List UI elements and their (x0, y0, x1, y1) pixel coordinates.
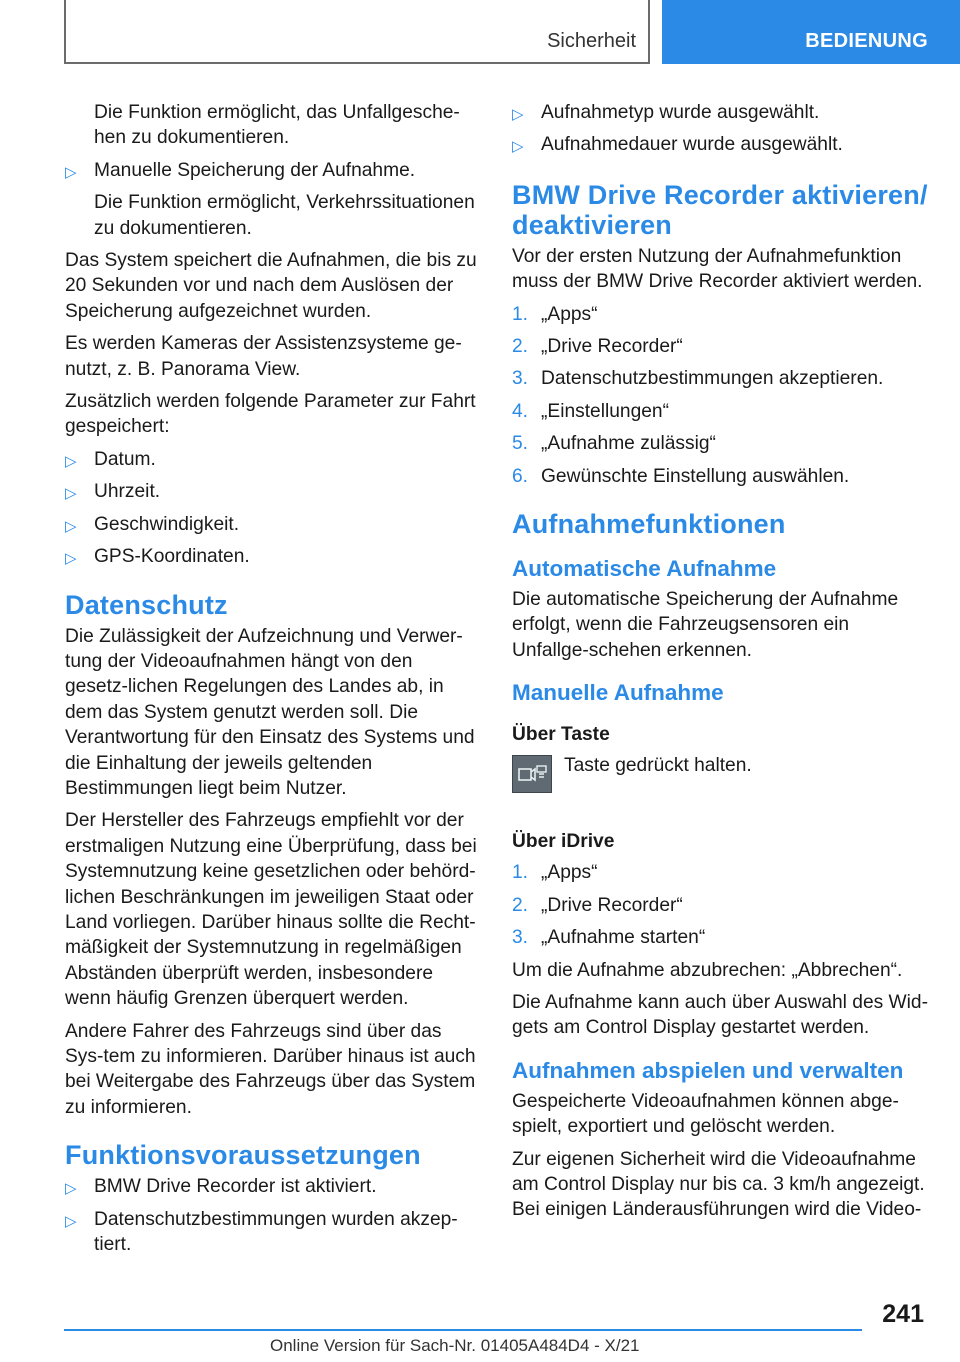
paragraph: Die Funktion ermöglicht, das Unfallgesche-hen zu dokumentieren. (94, 102, 460, 149)
bullet-triangle-icon: ▷ (65, 1180, 77, 1198)
list-item: 2. „Drive Recorder“ (512, 334, 930, 359)
list-item: ▷ BMW Drive Recorder ist aktiviert. (65, 1174, 480, 1199)
list-item: ▷ Aufnahmedauer wurde ausgewählt. (512, 132, 930, 157)
heading-aufnahmen-abspielen: Aufnahmen abspielen und verwalten (512, 1057, 904, 1083)
list-item: 4. „Einstellungen“ (512, 399, 930, 424)
list-item: 1. „Apps“ (512, 860, 930, 885)
heading-automatische-aufnahme: Automatische Aufnahme (512, 556, 777, 582)
paragraph: Die Aufnahme kann auch über Auswahl des Wid-gets am Control Display gestartet werden. (512, 991, 928, 1039)
list-item: 3. „Aufnahme starten“ (512, 925, 930, 950)
heading-datenschutz: Datenschutz (65, 589, 228, 620)
list-item: ▷ Datum. (65, 447, 480, 472)
key-row (512, 753, 930, 813)
paragraph: Andere Fahrer des Fahrzeugs sind über das Sys-tem zu informieren. Darüber hinaus ist auch bei Weitergabe des Fahrzeugs über das System zu informieren. (65, 1020, 476, 1118)
paragraph: Der Hersteller des Fahrzeugs empfiehlt vor der erstmaligen Nutzung eine Überprüfung, dass bei Systemnutzung keine gesetzlichen oder behörd-lichen Beschränkungen im jeweiligen Staat oder Land vorliegen. Darüber hinaus sollte die Recht-mäßigkeit der Systemnutzung in regelmäßigen Abständen überprüft werden, insbesondere wenn häufig Grenzen überquert werden. (65, 810, 477, 1010)
heading-ueber-taste: Über Taste (512, 724, 610, 746)
list-item: 2. „Drive Recorder“ (512, 893, 930, 918)
list-item: ▷ Manuelle Speicherung der Aufnahme. (65, 158, 480, 183)
left-column (65, 100, 480, 1264)
paragraph: Um die Aufnahme abzubrechen: „Abbrechen“. (512, 959, 903, 981)
step-number: 2. (512, 894, 529, 916)
step-number: 5. (512, 433, 529, 455)
heading-aufnahmefunktionen: Aufnahmefunktionen (512, 509, 786, 540)
drive-recorder-key-icon (512, 755, 552, 793)
bullet-triangle-icon: ▷ (65, 452, 77, 470)
heading-funktionsvoraussetzungen: Funktionsvoraussetzungen (65, 1140, 421, 1171)
bullet-triangle-icon: ▷ (65, 517, 77, 535)
heading-ueber-idrive: Über iDrive (512, 831, 615, 853)
bullet-triangle-icon: ▷ (512, 138, 524, 156)
paragraph: Die Funktion ermöglicht, Verkehrssituationen zu dokumentieren. (94, 192, 475, 239)
list-item: ▷ Aufnahmetyp wurde ausgewählt. (512, 100, 930, 125)
right-column (512, 100, 930, 1230)
step-number: 1. (512, 862, 529, 884)
paragraph: Vor der ersten Nutzung der Aufnahmefunktion muss der BMW Drive Recorder aktiviert werden. (512, 245, 923, 293)
list-item: ▷ GPS-Koordinaten. (65, 544, 480, 569)
header-left-rule (64, 0, 66, 64)
header-tab-label: BEDIENUNG (805, 30, 928, 52)
bullet-triangle-icon: ▷ (65, 1212, 77, 1230)
list-item: ▷ Uhrzeit. (65, 479, 480, 504)
paragraph: Zur eigenen Sicherheit wird die Videoaufnahme am Control Display nur bis ca. 3 km/h angezeigt. Bei einigen Länderausführungen wird die Video- (512, 1148, 925, 1221)
list-item: 6. Gewünschte Einstellung auswählen. (512, 464, 930, 489)
paragraph: Es werden Kameras der Assistenzsysteme ge-nutzt, z. B. Panorama View. (65, 333, 462, 380)
list-item: 1. „Apps“ (512, 302, 930, 327)
paragraph: Die Zulässigkeit der Aufzeichnung und Verwer-tung der Videoaufnahmen hängt von den gesetz-lichen Regelungen des Landes ab, in dem das System genutzt werden soll. Die Verantwortung für den Einsatz des Systems und die Einhaltung der jeweils geltenden Bestimmungen liegt beim Nutzer. (65, 625, 475, 799)
step-number: 6. (512, 465, 529, 487)
list-item: ▷ Geschwindigkeit. (65, 512, 480, 537)
list-item: ▷ Datenschutzbestimmungen wurden akzep-tiert. (65, 1208, 458, 1256)
bullet-triangle-icon: ▷ (512, 106, 524, 123)
step-number: 4. (512, 400, 529, 422)
paragraph: Gespeicherte Videoaufnahmen können abge-spielt, exportiert und gelöscht werden. (512, 1090, 899, 1138)
header-section: Sicherheit (547, 30, 636, 52)
paragraph: Zusätzlich werden folgende Parameter zur Fahrt gespeichert: (65, 391, 476, 438)
step-number: 3. (512, 368, 529, 390)
list-item: 3. Datenschutzbestimmungen akzeptieren. (512, 366, 930, 391)
bullet-triangle-icon: ▷ (65, 163, 77, 181)
step-number: 2. (512, 336, 529, 358)
heading-manuelle-aufnahme: Manuelle Aufnahme (512, 680, 724, 706)
bullet-triangle-icon: ▷ (65, 485, 77, 503)
footer-rule (64, 1329, 862, 1331)
bullet-triangle-icon: ▷ (65, 550, 77, 568)
step-number: 1. (512, 303, 529, 325)
footer-text: Online Version für Sach-Nr. 01405A484D4 - X/21 (270, 1336, 640, 1355)
page-number: 241 (882, 1300, 924, 1328)
header-right-rule (648, 0, 650, 64)
header-tab[interactable] (662, 0, 960, 64)
paragraph: Die automatische Speicherung der Aufnahme erfolgt, wenn die Fahrzeugsensoren ein Unfallge-schehen erkennen. (512, 589, 899, 661)
heading-activate: BMW Drive Recorder aktivieren/ deaktivieren (512, 179, 928, 240)
list-item: 5. „Aufnahme zulässig“ (512, 431, 930, 456)
step-number: 3. (512, 927, 529, 949)
paragraph: Das System speichert die Aufnahmen, die bis zu 20 Sekunden vor und nach dem Auslösen der Speicherung aufgezeichnet wurden. (65, 250, 477, 322)
header-bottom-rule (64, 62, 650, 64)
taste-text: Taste gedrückt halten. (564, 755, 752, 777)
